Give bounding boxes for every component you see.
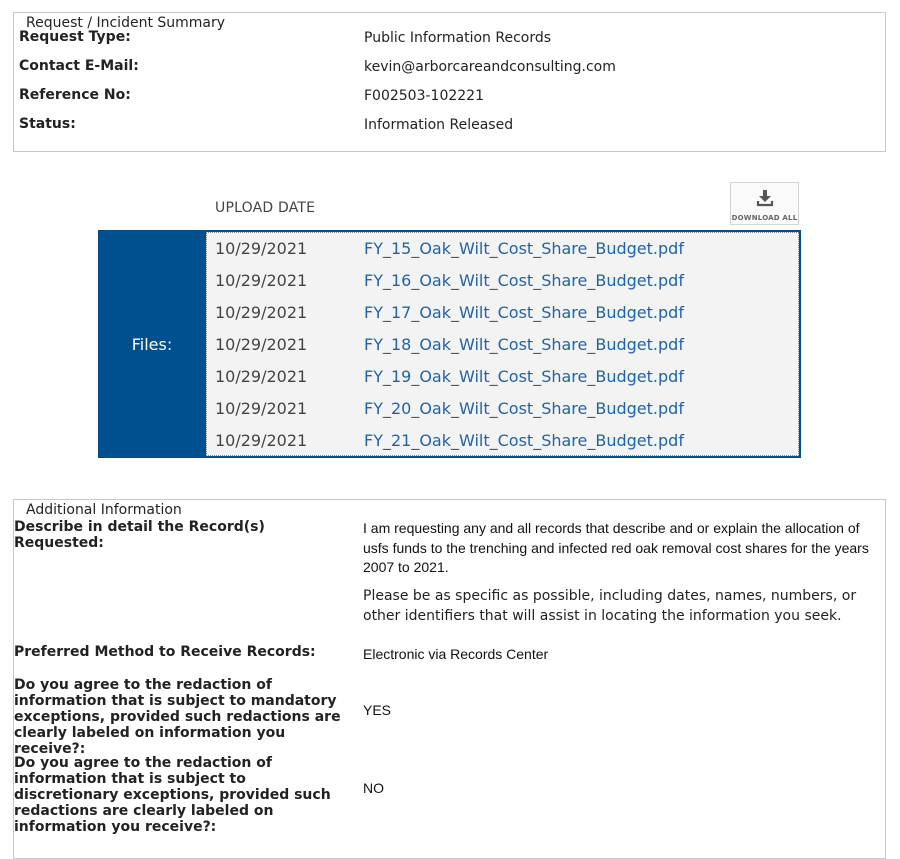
request-type-label: Request Type: [19,29,131,45]
files-list [206,232,799,456]
file-link[interactable]: FY_19_Oak_Wilt_Cost_Share_Budget.pdf [364,367,684,386]
describe-records-label: Describe in detail the Record(s) Requested: [14,519,265,551]
file-upload-date: 10/29/2021 [215,271,308,290]
file-row [207,425,798,457]
file-upload-date: 10/29/2021 [215,335,308,354]
file-link[interactable]: FY_17_Oak_Wilt_Cost_Share_Budget.pdf [364,303,684,322]
describe-records-hint: Please be as specific as possible, including dates, names, numbers, or other identifiers that will assist in locating the information you seek. [363,588,857,624]
mandatory-redaction-value: YES [363,702,392,718]
download-icon [756,189,774,207]
file-row [207,329,798,361]
files-panel [98,230,801,458]
files-label-text: Files: [131,334,173,354]
file-row [207,361,798,393]
file-row [207,393,798,425]
file-link[interactable]: FY_16_Oak_Wilt_Cost_Share_Budget.pdf [364,271,684,290]
file-row [207,297,798,329]
describe-records-value: I am requesting any and all records that describe and or explain the allocation of usfs funds to the trenching and infected red oak removal cost shares for the years 2007 to 2021. [363,520,869,575]
file-row [207,233,798,265]
file-upload-date: 10/29/2021 [215,367,308,386]
reference-no-value: F002503-102221 [364,88,484,104]
file-link[interactable]: FY_20_Oak_Wilt_Cost_Share_Budget.pdf [364,399,684,418]
file-link[interactable]: FY_15_Oak_Wilt_Cost_Share_Budget.pdf [364,239,684,258]
contact-email-value: kevin@arborcareandconsulting.com [364,59,616,75]
reference-no-label: Reference No: [19,87,131,103]
file-link[interactable]: FY_21_Oak_Wilt_Cost_Share_Budget.pdf [364,431,684,450]
request-summary-legend: Request / Incident Summary [23,15,228,31]
status-value: Information Released [364,117,514,133]
file-upload-date: 10/29/2021 [215,399,308,418]
additional-info-legend: Additional Information [23,502,185,518]
preferred-method-value: Electronic via Records Center [363,646,549,662]
status-label: Status: [19,116,76,132]
download-all-label: DOWNLOAD ALL [731,214,798,222]
request-type-value: Public Information Records [364,30,552,46]
discretionary-redaction-value: NO [363,780,384,796]
file-link[interactable]: FY_18_Oak_Wilt_Cost_Share_Budget.pdf [364,335,684,354]
upload-date-column-header: UPLOAD DATE [215,200,316,216]
contact-email-label: Contact E-Mail: [19,58,139,74]
file-row [207,265,798,297]
download-all-button[interactable] [730,182,799,225]
files-label [98,230,206,458]
discretionary-redaction-label: Do you agree to the redaction of information that is subject to discretionary exceptions, provided such redactions are clearly labeled on information you receive?: [14,755,331,835]
mandatory-redaction-label: Do you agree to the redaction of information that is subject to mandatory exceptions, provided such redactions are clearly labeled on information you receive?: [14,677,341,757]
preferred-method-label: Preferred Method to Receive Records: [14,644,316,660]
file-upload-date: 10/29/2021 [215,239,308,258]
file-upload-date: 10/29/2021 [215,431,308,450]
file-upload-date: 10/29/2021 [215,303,308,322]
